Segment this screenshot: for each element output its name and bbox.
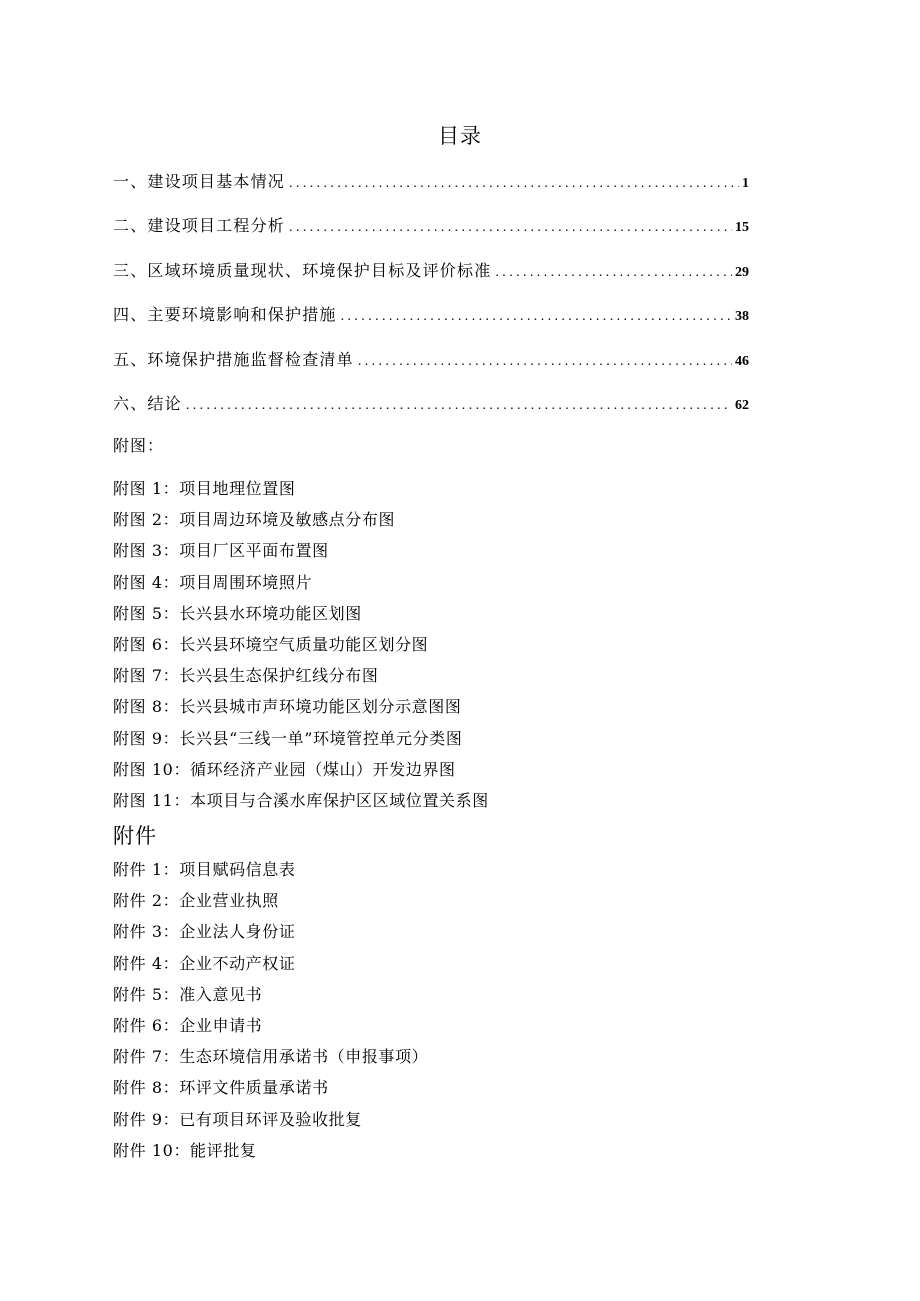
figure-item: 附图 8：长兴县城市声环境功能区划分示意图图 [113, 697, 462, 717]
attachment-item: 附件 2：企业营业执照 [113, 891, 279, 911]
toc-dot-leader [289, 173, 739, 195]
toc-dot-leader [341, 306, 732, 328]
figure-item: 附图 10：循环经济产业园（煤山）开发边界图 [113, 759, 456, 779]
page-title: 目录 [438, 124, 482, 148]
toc-entry[interactable] [113, 260, 749, 304]
toc-dot-leader [495, 262, 732, 284]
figure-item: 附图 11：本项目与合溪水库保护区区域位置关系图 [113, 790, 489, 810]
toc-entry-page: 62 [735, 397, 749, 413]
attachments-heading: 附件 [113, 824, 157, 848]
toc-entry[interactable] [113, 171, 749, 215]
toc-dot-leader [186, 395, 732, 417]
figure-item: 附图 9：长兴县“三线一单”环境管控单元分类图 [113, 728, 463, 748]
toc-entry-page: 38 [735, 309, 749, 325]
attachment-item: 附件 10：能评批复 [113, 1140, 257, 1160]
figure-item: 附图 1：项目地理位置图 [113, 479, 296, 498]
figure-item: 附图 6：长兴县环境空气质量功能区划分图 [113, 634, 429, 654]
toc-entry-label: 二、建设项目工程分析 [113, 216, 286, 236]
attachment-item: 附件 4：企业不动产权证 [113, 953, 296, 973]
toc-entry[interactable] [113, 393, 749, 437]
attachment-item: 附件 5：准入意见书 [113, 984, 263, 1004]
toc-entry[interactable] [113, 304, 749, 348]
figures-list [113, 478, 489, 821]
toc-entry-label: 六、结论 [113, 393, 182, 413]
attachment-item: 附件 9：已有项目环评及验收批复 [113, 1109, 362, 1129]
toc-entry-label: 一、建设项目基本情况 [113, 172, 286, 191]
figure-item: 附图 2：项目周边环境及敏感点分布图 [113, 510, 396, 530]
figure-item: 附图 5：长兴县水环境功能区划图 [113, 603, 362, 623]
attachment-item: 附件 6：企业申请书 [113, 1015, 263, 1035]
attachment-item: 附件 8：环评文件质量承诺书 [113, 1078, 329, 1098]
figure-item: 附图 3：项目厂区平面布置图 [113, 541, 329, 561]
toc-entry-page: 1 [742, 176, 749, 191]
table-of-contents [113, 171, 749, 437]
figure-item: 附图 7：长兴县生态保护红线分布图 [113, 666, 379, 686]
toc-dot-leader [358, 351, 732, 373]
figure-item: 附图 4：项目周围环境照片 [113, 572, 313, 592]
toc-entry-page: 46 [735, 353, 749, 369]
attachment-item: 附件 3：企业法人身份证 [113, 922, 296, 942]
toc-entry-label: 五、环境保护措施监督检查清单 [113, 349, 354, 369]
figures-heading: 附图： [113, 436, 165, 455]
toc-entry[interactable] [113, 215, 749, 259]
toc-entry-label: 三、区域环境质量现状、环境保护目标及评价标准 [113, 260, 492, 280]
toc-entry[interactable] [113, 349, 749, 393]
toc-entry-page: 15 [735, 220, 749, 236]
toc-dot-leader [289, 217, 732, 239]
attachment-item: 附件 7：生态环境信用承诺书（申报事项） [113, 1047, 429, 1067]
toc-entry-page: 29 [735, 264, 749, 280]
attachment-item: 附件 1：项目赋码信息表 [113, 860, 296, 879]
toc-entry-label: 四、主要环境影响和保护措施 [113, 305, 337, 325]
attachments-list [113, 859, 428, 1171]
